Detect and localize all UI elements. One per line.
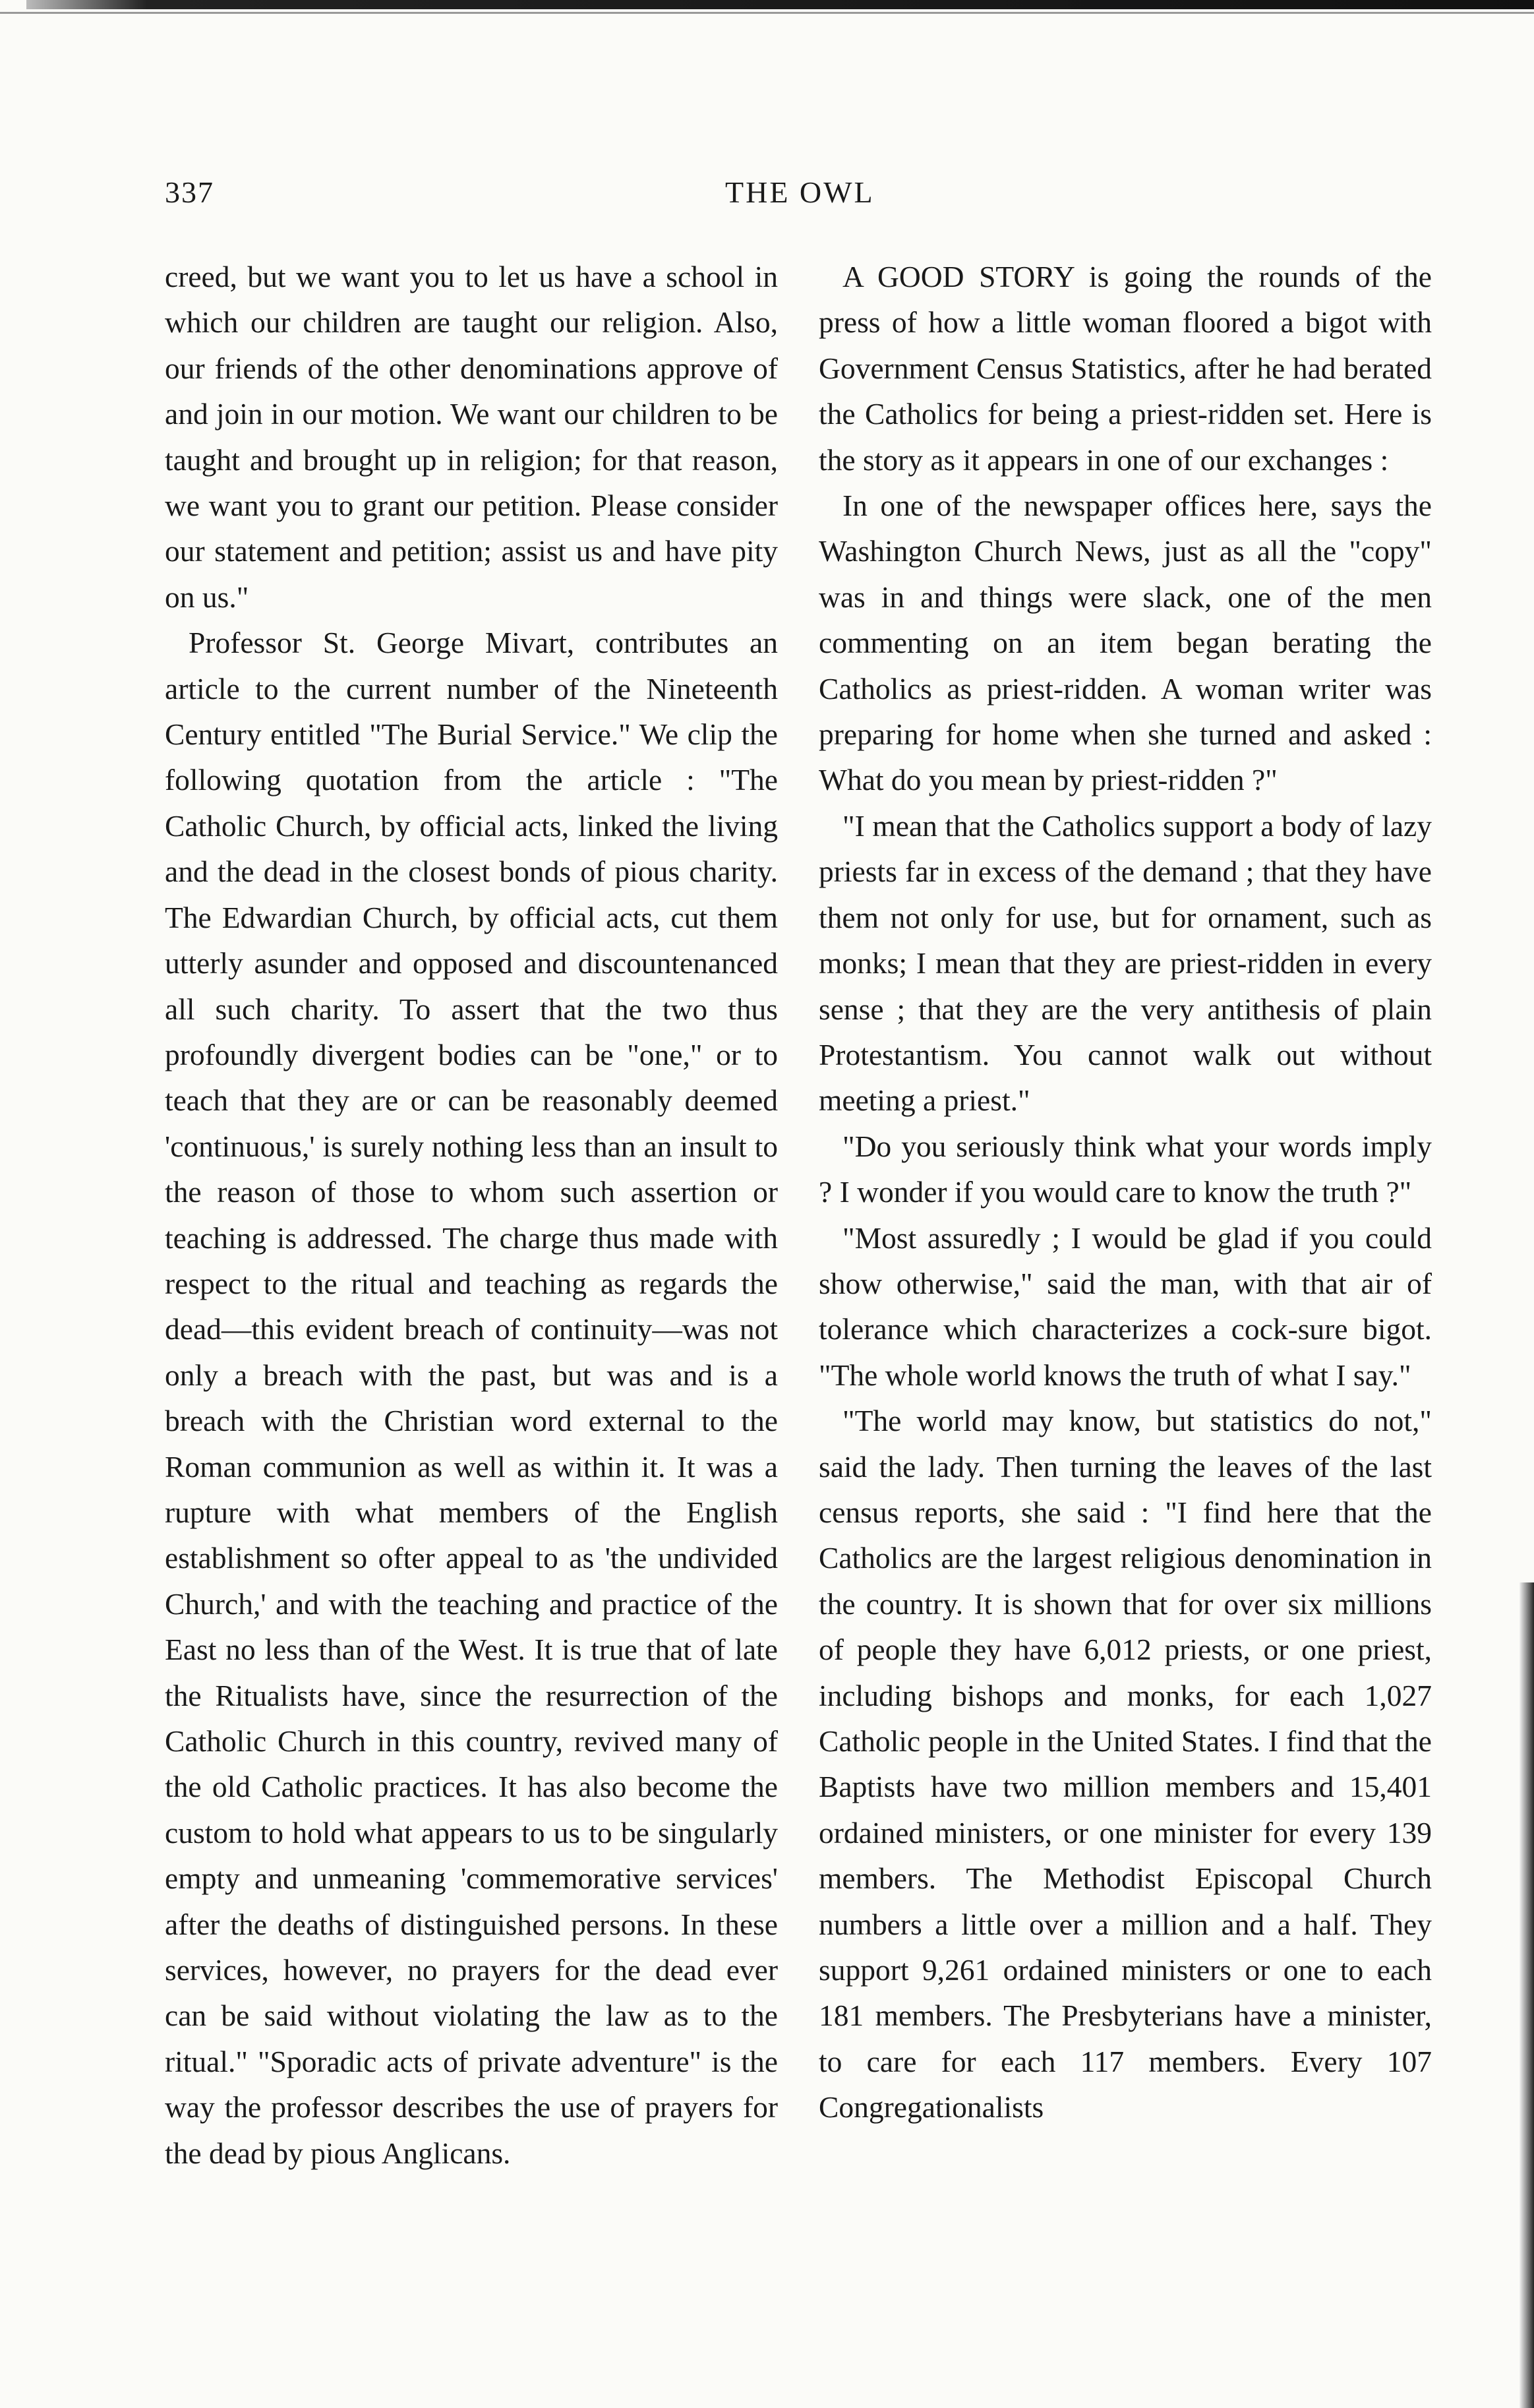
paragraph: "The world may know, but statistics do not," said the lady. Then turning the leaves of the last census reports, she said : "I find here that the Catholics are the largest religious denomination in the country. It is shown that for over six millions of people they have 6,012 priests, or one priest, including bishops and monks, for each 1,027 Catholic people in the United States. I find that the Baptists have two million members and 15,401 ordained ministers, or one minister for every 139 members. The Methodist Episcopal Church numbers a little over a million and a half. They support 9,261 ordained ministers or one to each 181 members. The Presbyterians have a minister, to care for each 117 members. Every 107 Congregationalists: [819, 1404, 1432, 2124]
top-border-thin-rule: [0, 12, 1534, 14]
paragraph: "I mean that the Catholics support a body of lazy priests far in excess of the demand ; that they have them not only for use, but for ornament, such as monks; I mean that they are priest-ridden in every sense ; that they are the very antithesis of plain Protestantism. You cannot walk out without meeting a priest.": [819, 808, 1432, 1118]
left-column: [165, 254, 778, 2176]
paragraph: A GOOD STORY is going the rounds of the press of how a little woman floored a bigot with Government Census Statistics, after he had berated the Catholics for being a priest-ridden set. Here is the story as it appears in one of our exchanges :: [819, 260, 1432, 477]
page-header: [165, 175, 1431, 214]
page-edge-shadow: [1519, 1582, 1534, 2408]
page-number: 337: [165, 175, 214, 209]
right-column: [819, 254, 1432, 2130]
paragraph: "Most assuredly ; I would be glad if you could show otherwise," said the man, with that air of tolerance which characterizes a cock-sure bigot. "The whole world knows the truth of what I say.": [819, 1220, 1432, 1392]
paragraph: creed, but we want you to let us have a school in which our children are taught our religion. Also, our friends of the other denominations approve of and join in our motion. We want our children to be taught and brought up in religion; for that reason, we want you to grant our petition. Please consider our statement and petition; assist us and have pity on us.": [165, 260, 778, 614]
top-border-rule: [26, 0, 1534, 9]
running-head: THE OWL: [725, 175, 875, 209]
paragraph: In one of the newspaper offices here, says the Washington Church News, just as all the "copy" was in and things were slack, one of the men commenting on an item began berating the Catholics as priest-ridden. A woman writer was preparing for home when she turned and asked : What do you mean by priest-ridden ?": [819, 489, 1432, 797]
paragraph: "Do you seriously think what your words imply ? I wonder if you would care to know the truth ?": [819, 1129, 1432, 1209]
paragraph: Professor St. George Mivart, contributes an article to the current number of the Nineteenth Century entitled "The Burial Service." We clip the following quotation from the article : "The Catholic Church, by official acts, linked the living and the dead in the closest bonds of pious charity. The Edwardian Church, by official acts, cut them utterly asunder and opposed and discountenanced all such charity. To assert that the two thus profoundly divergent bodies can be "one," or to teach that they are or can be reasonably deemed 'continuous,' is surely nothing less than an insult to the reason of those to whom such assertion or teaching is addressed. The charge thus made with respect to the ritual and teaching as regards the dead—this evident breach of continuity—was not only a breach with the past, but was and is a breach with the Christian word external to the Roman communion as well as within it. It was a rupture with what members of the English establishment so ofter appeal to as 'the undivided Church,' and with the teaching and practice of the East no less than of the West. It is true that of late the Ritualists have, since the resurrection of the Catholic Church in this country, revived many of the old Catholic practices. It has also become the custom to hold what appears to us to be singularly empty and unmeaning 'commemorative services' after the deaths of distinguished persons. In these services, however, no prayers for the dead ever can be said without violating the law as to the ritual." "Sporadic acts of private adventure" is the way the professor describes the use of prayers for the dead by pious Anglicans.: [165, 626, 778, 2170]
